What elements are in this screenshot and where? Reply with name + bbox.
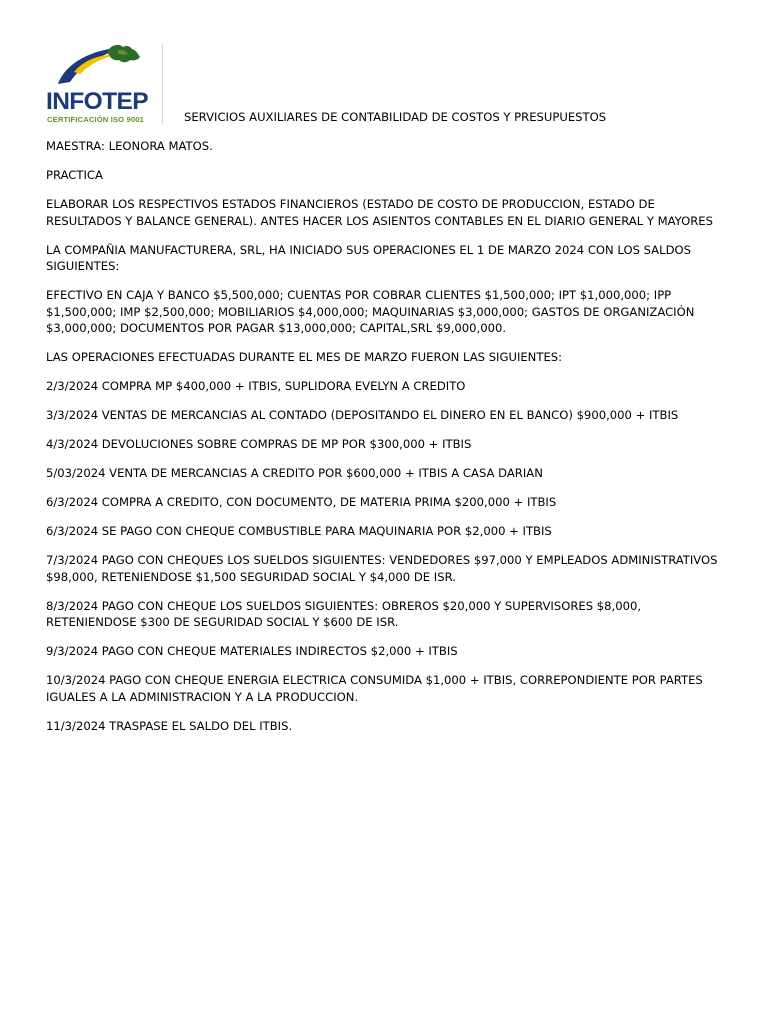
operation-item: 2/3/2024 COMPRA MP $400,000 + ITBIS, SUPLIDORA EVELYN A CREDITO bbox=[46, 379, 466, 393]
operation-item: 8/3/2024 PAGO CON CHEQUE LOS SUELDOS SIGUIENTES: OBREROS $20,000 Y SUPERVISORES $8,000, RETENIENDOSE $300 DE SEGURIDAD SOCIAL Y $600 DE ISR. bbox=[46, 598, 642, 629]
instructions: ELABORAR LOS RESPECTIVOS ESTADOS FINANCIEROS (ESTADO DE COSTO DE PRODUCCION, ESTADO DE RESULTADOS Y BALANCE GENERAL). ANTES HACER LOS ASIENTOS CONTABLES EN EL DIARIO GENERAL Y MAYORES bbox=[46, 197, 713, 228]
operation-item: 11/3/2024 TRASPASE EL SALDO DEL ITBIS. bbox=[46, 718, 293, 733]
company-intro: LA COMPAÑIA MANUFACTURERA, SRL, HA INICIADO SUS OPERACIONES EL 1 DE MARZO 2024 CON LOS SALDOS SIGUIENTES: bbox=[46, 242, 691, 273]
document-header bbox=[46, 42, 726, 128]
logo-subtitle: CERTIFICACIÓN ISO 9001 bbox=[47, 115, 144, 124]
operation-item: 5/03/2024 VENTA DE MERCANCIAS A CREDITO POR $600,000 + ITBIS A CASA DARIAN bbox=[46, 466, 543, 480]
operation-item: 9/3/2024 PAGO CON CHEQUE MATERIALES INDIRECTOS $2,000 + ITBIS bbox=[46, 644, 458, 658]
logo-emblem-icon bbox=[52, 42, 156, 92]
logo-divider bbox=[162, 44, 163, 124]
opening-balances: EFECTIVO EN CAJA Y BANCO $5,500,000; CUENTAS POR COBRAR CLIENTES $1,500,000; IPT $1,000,000; IPP $1,500,000; IMP $2,500,000; MOBILIARIOS $4,000,000; MAQUINARIAS $3,000,000; GASTOS DE ORGANIZACIÓN $3,000,000; DOCUMENTOS POR PAGAR $13,000,000; CAPITAL,SRL $9,000,000. bbox=[46, 288, 695, 335]
document-body bbox=[46, 138, 726, 747]
logo-wordmark: INFOTEP bbox=[46, 88, 148, 115]
teacher-line: MAESTRA: LEONORA MATOS. bbox=[46, 139, 213, 153]
operation-item: 10/3/2024 PAGO CON CHEQUE ENERGIA ELECTRICA CONSUMIDA $1,000 + ITBIS, CORREPONDIENTE POR PARTES IGUALES A LA ADMINISTRACION Y A LA PRODUCCION. bbox=[46, 673, 703, 704]
operation-item: 3/3/2024 VENTAS DE MERCANCIAS AL CONTADO (DEPOSITANDO EL DINERO EN EL BANCO) $900,000 + ITBIS bbox=[46, 408, 679, 422]
infotep-logo bbox=[46, 42, 164, 126]
practice-label: PRACTICA bbox=[46, 168, 103, 182]
operation-item: 4/3/2024 DEVOLUCIONES SOBRE COMPRAS DE MP POR $300,000 + ITBIS bbox=[46, 437, 472, 451]
operation-item: 6/3/2024 SE PAGO CON CHEQUE COMBUSTIBLE PARA MAQUINARIA POR $2,000 + ITBIS bbox=[46, 524, 552, 538]
operation-item: 6/3/2024 COMPRA A CREDITO, CON DOCUMENTO, DE MATERIA PRIMA $200,000 + ITBIS bbox=[46, 495, 557, 509]
document-title: SERVICIOS AUXILIARES DE CONTABILIDAD DE COSTOS Y PRESUPUESTOS bbox=[184, 110, 607, 124]
operations-intro: LAS OPERACIONES EFECTUADAS DURANTE EL MES DE MARZO FUERON LAS SIGUIENTES: bbox=[46, 350, 563, 364]
operation-item: 7/3/2024 PAGO CON CHEQUES LOS SUELDOS SIGUIENTES: VENDEDORES $97,000 Y EMPLEADOS ADMINISTRATIVOS $98,000, RETENIENDOSE $1,500 SEGURIDAD SOCIAL Y $4,000 DE ISR. bbox=[46, 553, 718, 584]
